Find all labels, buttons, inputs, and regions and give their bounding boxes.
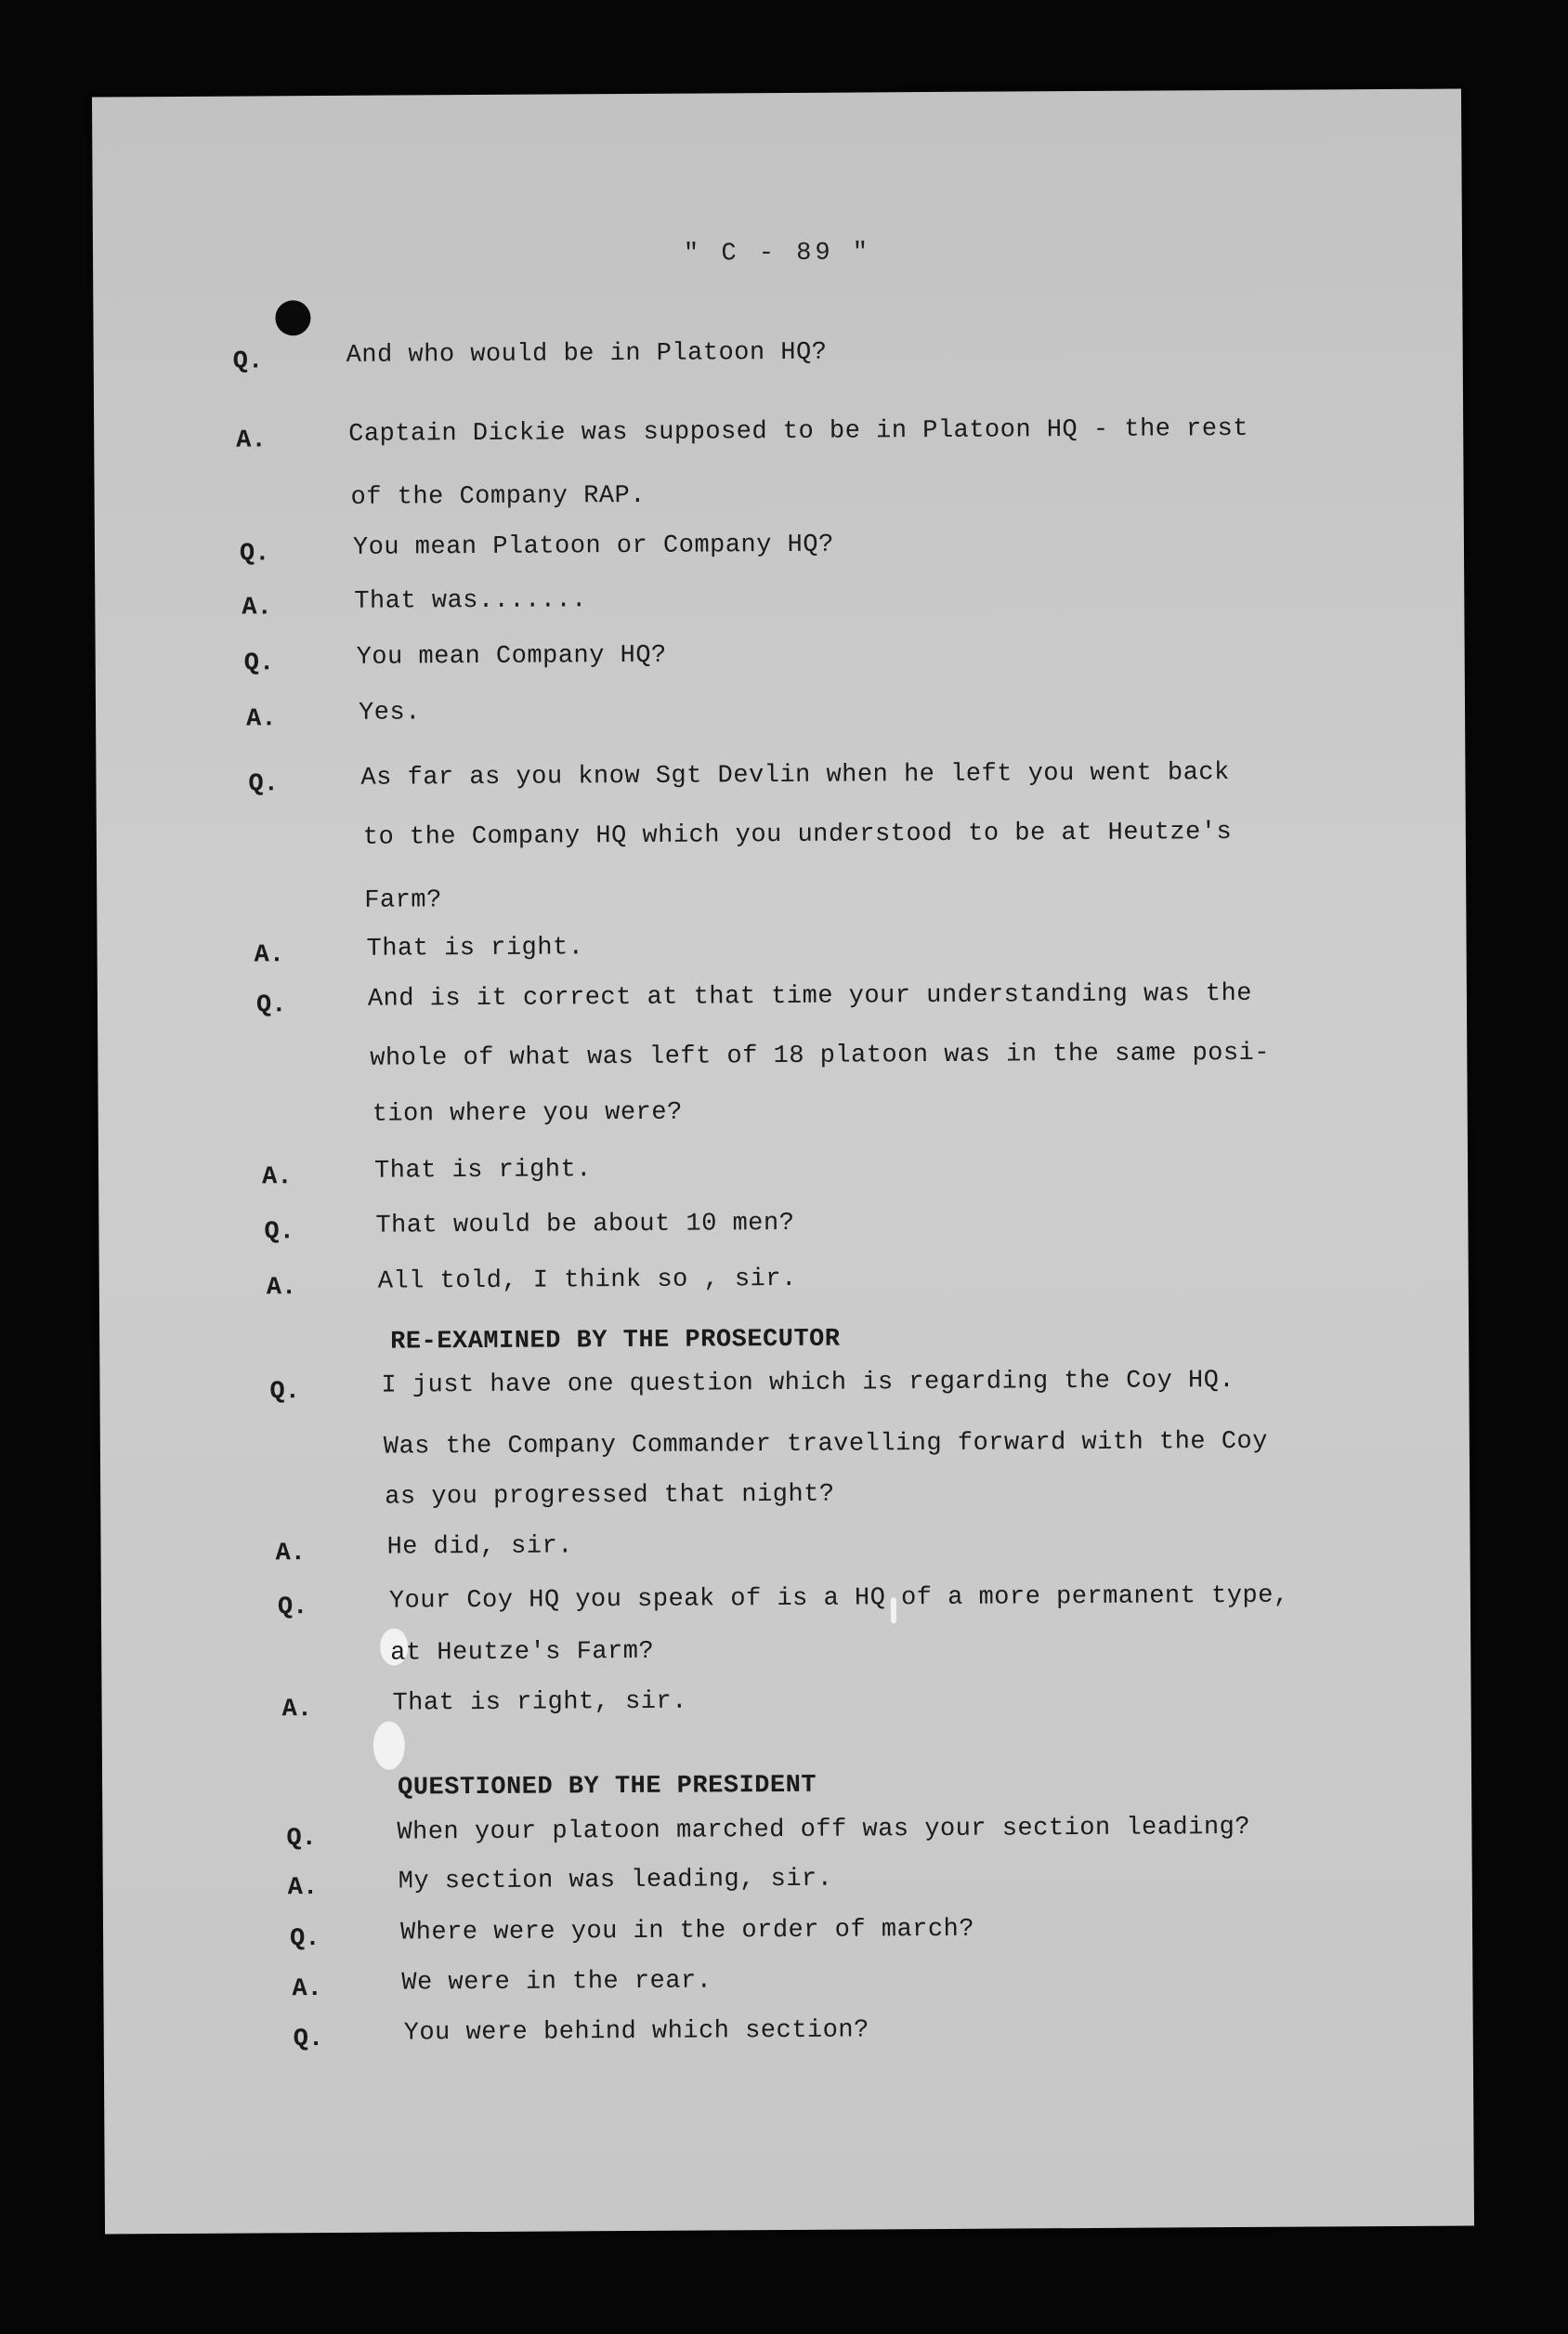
transcript-line: We were in the rear. xyxy=(401,1967,712,1998)
section-heading: QUESTIONED BY THE PRESIDENT xyxy=(398,1771,817,1803)
transcript-line: He did, sir. xyxy=(386,1532,574,1562)
transcript-line: Captain Dickie was supposed to be in Platoon HQ - the rest xyxy=(348,414,1249,449)
transcript-line: You mean Company HQ? xyxy=(356,641,667,672)
transcript-line: tion where you were? xyxy=(372,1098,683,1129)
question-marker: Q. xyxy=(255,991,287,1020)
transcript-line: All told, I think so , sir. xyxy=(377,1265,797,1296)
answer-marker: A. xyxy=(242,594,272,623)
answer-marker: A. xyxy=(236,426,267,455)
question-marker: Q. xyxy=(248,770,280,799)
answer-marker: A. xyxy=(287,1874,319,1903)
answer-marker: A. xyxy=(266,1274,297,1303)
question-marker: Q. xyxy=(264,1218,294,1247)
transcript-line: You were behind which section? xyxy=(403,2016,869,2048)
section-heading: RE-EXAMINED BY THE PROSECUTOR xyxy=(390,1325,841,1357)
transcript-line: And who would be in Platoon HQ? xyxy=(346,338,828,370)
transcript-line: As far as you know Sgt Devlin when he left you went back xyxy=(360,759,1230,793)
question-marker: Q. xyxy=(277,1593,308,1622)
question-marker: Q. xyxy=(269,1378,301,1407)
question-marker: Q. xyxy=(290,1925,320,1954)
transcript-line: That is right, sir. xyxy=(392,1687,688,1718)
transcript-line: Yes. xyxy=(358,699,421,728)
transcript-line: That would be about 10 men? xyxy=(375,1209,795,1240)
transcript-line: I just have one question which is regarding the Coy HQ. xyxy=(381,1367,1235,1400)
transcript-line: Where were you in the order of march? xyxy=(399,1915,975,1947)
transcript-line: Farm? xyxy=(364,886,442,915)
question-marker: Q. xyxy=(243,649,275,678)
transcript-line: When your platoon marched off was your section leading? xyxy=(397,1813,1251,1847)
answer-marker: A. xyxy=(281,1696,313,1724)
transcript-line: Your Coy HQ you speak of is a HQ of a more permanent type, xyxy=(388,1581,1289,1616)
transcript-line: as you progressed that night? xyxy=(385,1480,835,1512)
question-marker: Q. xyxy=(239,540,270,569)
transcript-line: And is it correct at that time your understanding was the xyxy=(367,979,1253,1014)
transcript-line: Was the Company Commander travelling forward with the Coy xyxy=(383,1427,1269,1462)
transcript-line: That is right. xyxy=(373,1156,592,1186)
transcript-line: of the Company RAP. xyxy=(350,481,647,512)
answer-marker: A. xyxy=(262,1163,293,1192)
transcript-line: You mean Platoon or Company HQ? xyxy=(352,531,834,562)
answer-marker: A. xyxy=(254,941,285,970)
answer-marker: A. xyxy=(292,1975,322,2004)
question-marker: Q. xyxy=(293,2026,324,2054)
question-marker: Q. xyxy=(232,347,264,376)
transcript-body xyxy=(92,89,1474,2235)
question-marker: Q. xyxy=(286,1825,317,1854)
transcript-line: That is right. xyxy=(366,934,584,964)
transcript-line: My section was leading, sir. xyxy=(398,1865,833,1896)
transcript-line: at Heutze's Farm? xyxy=(390,1637,655,1668)
answer-marker: A. xyxy=(275,1540,307,1568)
transcript-line: That was....... xyxy=(354,586,587,616)
document-page xyxy=(92,89,1474,2235)
answer-marker: A. xyxy=(245,705,277,734)
transcript-line: whole of what was left of 18 platoon was in the same posi- xyxy=(370,1039,1271,1073)
page-number: " C - 89 " xyxy=(683,239,872,269)
transcript-line: to the Company HQ which you understood to be at Heutze's xyxy=(362,819,1233,852)
